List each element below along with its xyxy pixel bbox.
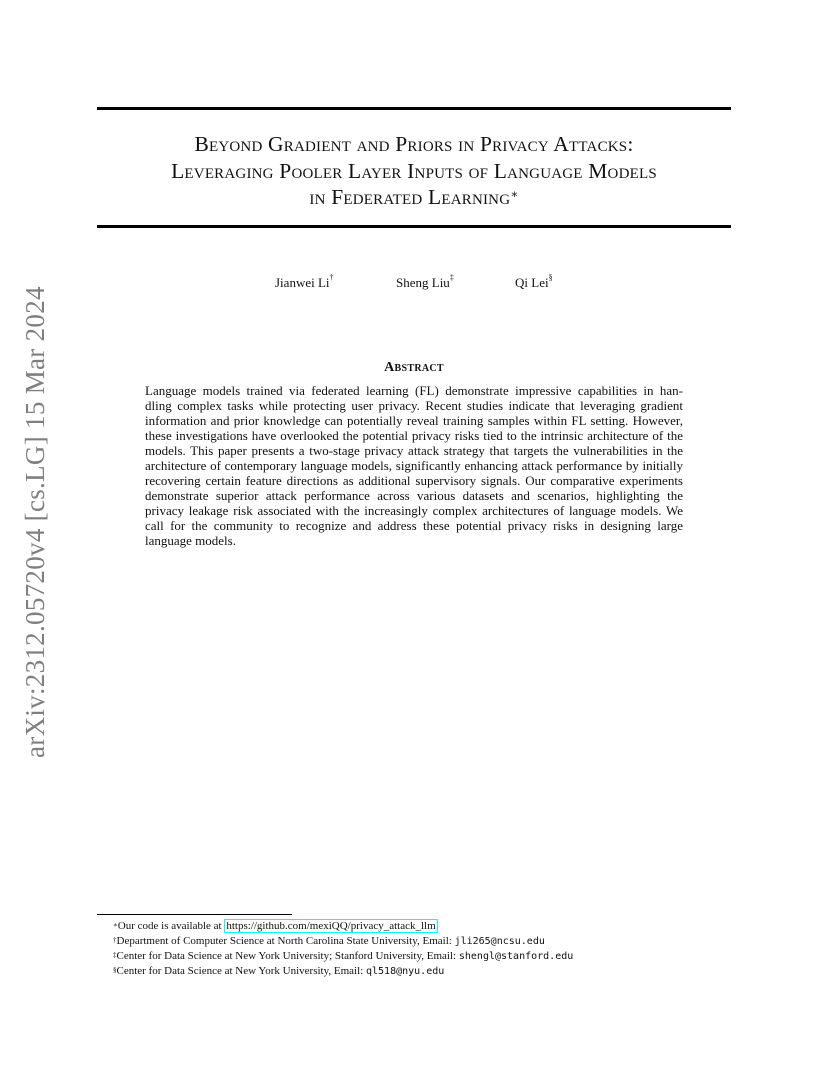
title-line-2: Leveraging Pooler Layer Inputs of Language Models [171,158,657,183]
abstract-line: call for the community to recognize and address these potential privacy risks in designing large [145,518,683,533]
footnote-text: Center for Data Science at New York University; Stanford University, Email: [116,950,459,962]
footnotes [113,919,573,979]
footnote-text: Our code is available at [117,920,225,932]
author-email: shengl@stanford.edu [458,951,574,962]
abstract-body [145,383,683,548]
author-name: Sheng Liu [396,275,450,290]
abstract-line: these investigations have overlooked the potential privacy risks tied to the intrinsic architecture of the [145,428,683,443]
title-line-3-text: in Federated Learning [309,185,511,209]
author-1 [275,275,334,291]
abstract-line: dling complex tasks while protecting user privacy. Recent studies indicate that leveraging gradient [145,398,683,413]
footnote-text: Department of Computer Science at North Carolina State University, Email: [116,935,455,947]
abstract-line: information and prior knowledge can potentially reveal training samples within FL setting. However, [145,413,683,428]
author-2 [396,275,454,291]
footnote-separator [97,914,292,915]
arxiv-identifier-sidebar: arXiv:2312.05720v4 [cs.LG] 15 Mar 2024 [20,286,50,758]
author-affiliation-mark: † [329,273,334,282]
author-affiliation-mark: ‡ [449,273,454,282]
abstract-line: demonstrate superior attack performance across various datasets and scenarios, highlighting the [145,488,683,503]
author-affiliation-mark: § [548,273,553,282]
author-email: jli265@ncsu.edu [454,936,545,947]
author-email: ql518@nyu.edu [365,966,445,977]
footnote-code [113,919,573,934]
footnote-text: Center for Data Science at New York University, Email: [116,965,366,977]
title-bottom-rule [97,225,731,228]
code-repository-link[interactable]: https://github.com/mexiQQ/privacy_attack_llm [226,920,436,932]
abstract-heading: Abstract [384,360,444,375]
footnote-mark: § [113,966,117,974]
abstract-line: language models. [145,533,236,548]
author-3 [515,275,553,291]
footnote-affiliation-2 [113,949,573,964]
footnote-affiliation-3 [113,964,573,979]
abstract-line: architecture of contemporary language models, significantly enhancing attack performance by initially [145,458,683,473]
footnote-affiliation-1 [113,934,573,949]
footnote-mark: ∗ [113,921,118,929]
abstract-line: Language models trained via federated learning (FL) demonstrate impressive capabilities in han- [145,383,683,398]
footnote-mark: † [113,936,117,944]
title-footnote-mark: ∗ [510,187,519,201]
title-line-1: Beyond Gradient and Priors in Privacy Attacks: [194,132,634,156]
abstract-line: recovering certain feature directions as additional supervisory signals. Our comparative experiments [145,473,683,488]
abstract-line: privacy leakage risk associated with the increasingly complex architectures of language models. We [145,503,683,518]
footnote-mark: ‡ [113,951,117,959]
paper-title [97,131,731,211]
title-top-rule [97,107,731,110]
author-name: Jianwei Li [275,275,330,290]
abstract-line: models. This paper presents a two-stage privacy attack strategy that targets the vulnerabilities in the [145,443,683,458]
title-line-3 [97,184,731,211]
author-name: Qi Lei [515,275,549,290]
